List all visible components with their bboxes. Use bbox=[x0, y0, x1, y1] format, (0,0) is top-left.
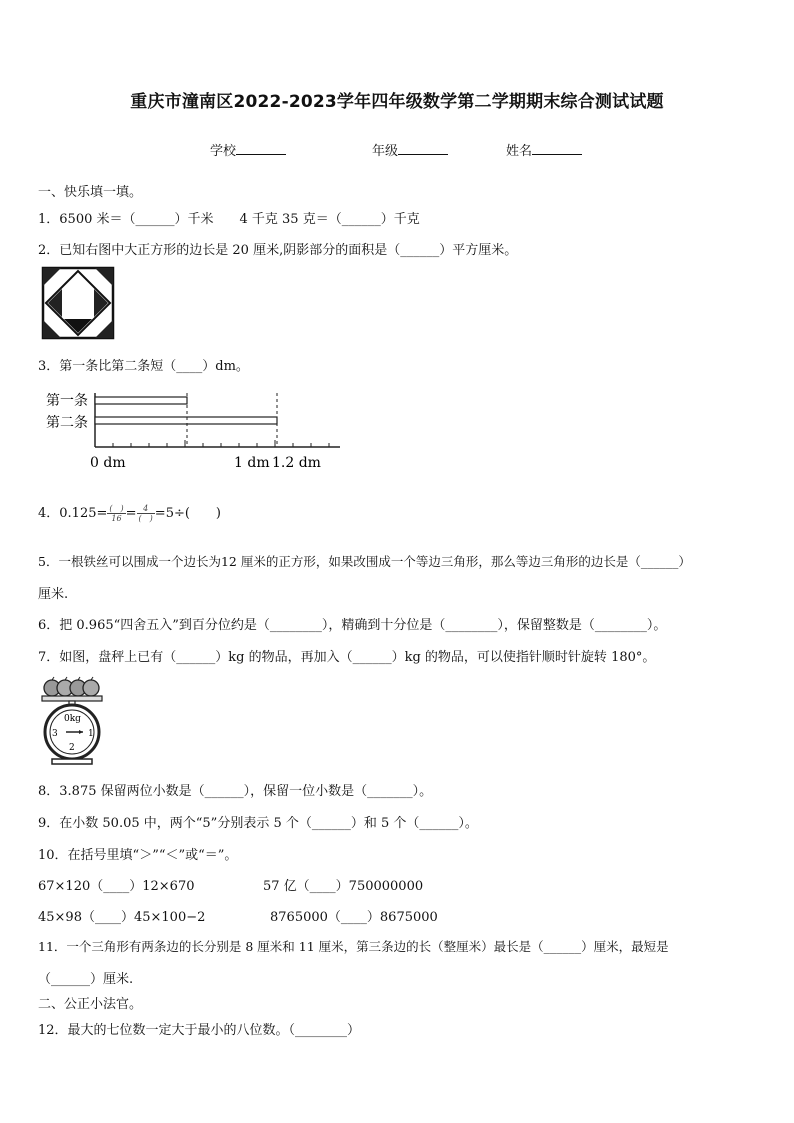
tick-label-1: 1 dm bbox=[234, 455, 270, 471]
question-10-b: 57 亿（____）750000000 bbox=[263, 879, 424, 894]
question-10: 10．在括号里填“＞”“＜”或“＝”。 bbox=[38, 848, 238, 863]
question-9: 9．在小数 50.05 中，两个“5”分别表示 5 个（______）和 5 个（______）。 bbox=[38, 816, 478, 831]
question-2: 2．已知右图中大正方形的边长是 20 厘米,阴影部分的面积是（______）平方厘米。 bbox=[38, 243, 518, 258]
question-5-line-1: 5．一根铁丝可以围成一个边长为12 厘米的正方形，如果改围成一个等边三角形，那么等边三角形的边长是（______） bbox=[38, 554, 691, 569]
question-8: 8．3.875 保留两位小数是（______），保留一位小数是（_______）。 bbox=[38, 784, 433, 799]
tick-label-12: 1.2 dm bbox=[272, 455, 321, 471]
question-3: 3．第一条比第二条短（____）dm。 bbox=[38, 359, 249, 374]
scale-figure bbox=[38, 676, 110, 768]
question-4: 4．0.125= $\frac{( )}{16}$ = $\frac{4}{( )}$ =5÷( ) bbox=[38, 504, 221, 523]
q4-end: =5÷( ) bbox=[154, 506, 221, 521]
name-blank[interactable] bbox=[532, 142, 582, 155]
grade-blank[interactable] bbox=[398, 142, 448, 155]
q4-fraction-2: $\frac{4}{( )}$ bbox=[138, 504, 153, 523]
question-5-line-2: 厘米. bbox=[38, 587, 69, 602]
page-title: 重庆市潼南区2022-2023学年四年级数学第二学期期末综合测试试题 bbox=[130, 92, 664, 112]
question-11-line-1: 11．一个三角形有两条边的长分别是 8 厘米和 11 厘米，第三条边的长（整厘米）最长是（______）厘米，最短是 bbox=[38, 939, 669, 954]
second-bar bbox=[95, 417, 277, 424]
name-field bbox=[506, 140, 582, 159]
dial-label-right: 1 bbox=[88, 729, 94, 739]
school-label: 学校 bbox=[210, 144, 237, 159]
first-bar-label: 第一条 bbox=[46, 393, 88, 409]
school-blank[interactable] bbox=[236, 142, 286, 155]
dial-label-bottom: 2 bbox=[69, 743, 75, 753]
dial-label-top: 0kg bbox=[64, 714, 81, 724]
question-7: 7．如图，盘秤上已有（______）kg 的物品，再加入（______）kg 的物品，可以使指针顺时针旋转 180°。 bbox=[38, 650, 656, 665]
square-shaded-figure bbox=[40, 265, 116, 341]
q4-start: 4．0.125= bbox=[38, 506, 108, 521]
section-1-heading: 一、快乐填一填。 bbox=[38, 185, 143, 200]
first-bar bbox=[95, 397, 187, 404]
bars-ruler-figure bbox=[40, 385, 350, 475]
grade-label: 年级 bbox=[372, 144, 399, 159]
question-12: 12．最大的七位数一定大于最小的八位数。（________） bbox=[38, 1023, 361, 1038]
section-2-heading: 二、公正小法官。 bbox=[38, 997, 143, 1012]
dial-label-left: 3 bbox=[52, 729, 58, 739]
school-field bbox=[210, 140, 286, 159]
question-1: 1．6500 米＝（______）千米 4 千克 35 克＝（______）千克 bbox=[38, 212, 420, 227]
apple-icon bbox=[83, 680, 99, 696]
name-label: 姓名 bbox=[506, 144, 533, 159]
question-6: 6．把 0.965“四舍五入”到百分位约是（________），精确到十分位是（________），保留整数是（________）。 bbox=[38, 618, 667, 633]
q4-fraction-1: $\frac{( )}{16}$ bbox=[109, 504, 124, 523]
tick-label-0: 0 dm bbox=[90, 455, 126, 471]
question-10-a: 67×120（____）12×670 bbox=[38, 879, 195, 894]
question-10-c: 45×98（____）45×100−2 bbox=[38, 910, 206, 925]
question-10-d: 8765000（____）8675000 bbox=[270, 910, 438, 925]
grade-field bbox=[372, 140, 448, 159]
second-bar-label: 第二条 bbox=[46, 415, 88, 431]
question-11-line-2: （______）厘米. bbox=[38, 972, 134, 987]
